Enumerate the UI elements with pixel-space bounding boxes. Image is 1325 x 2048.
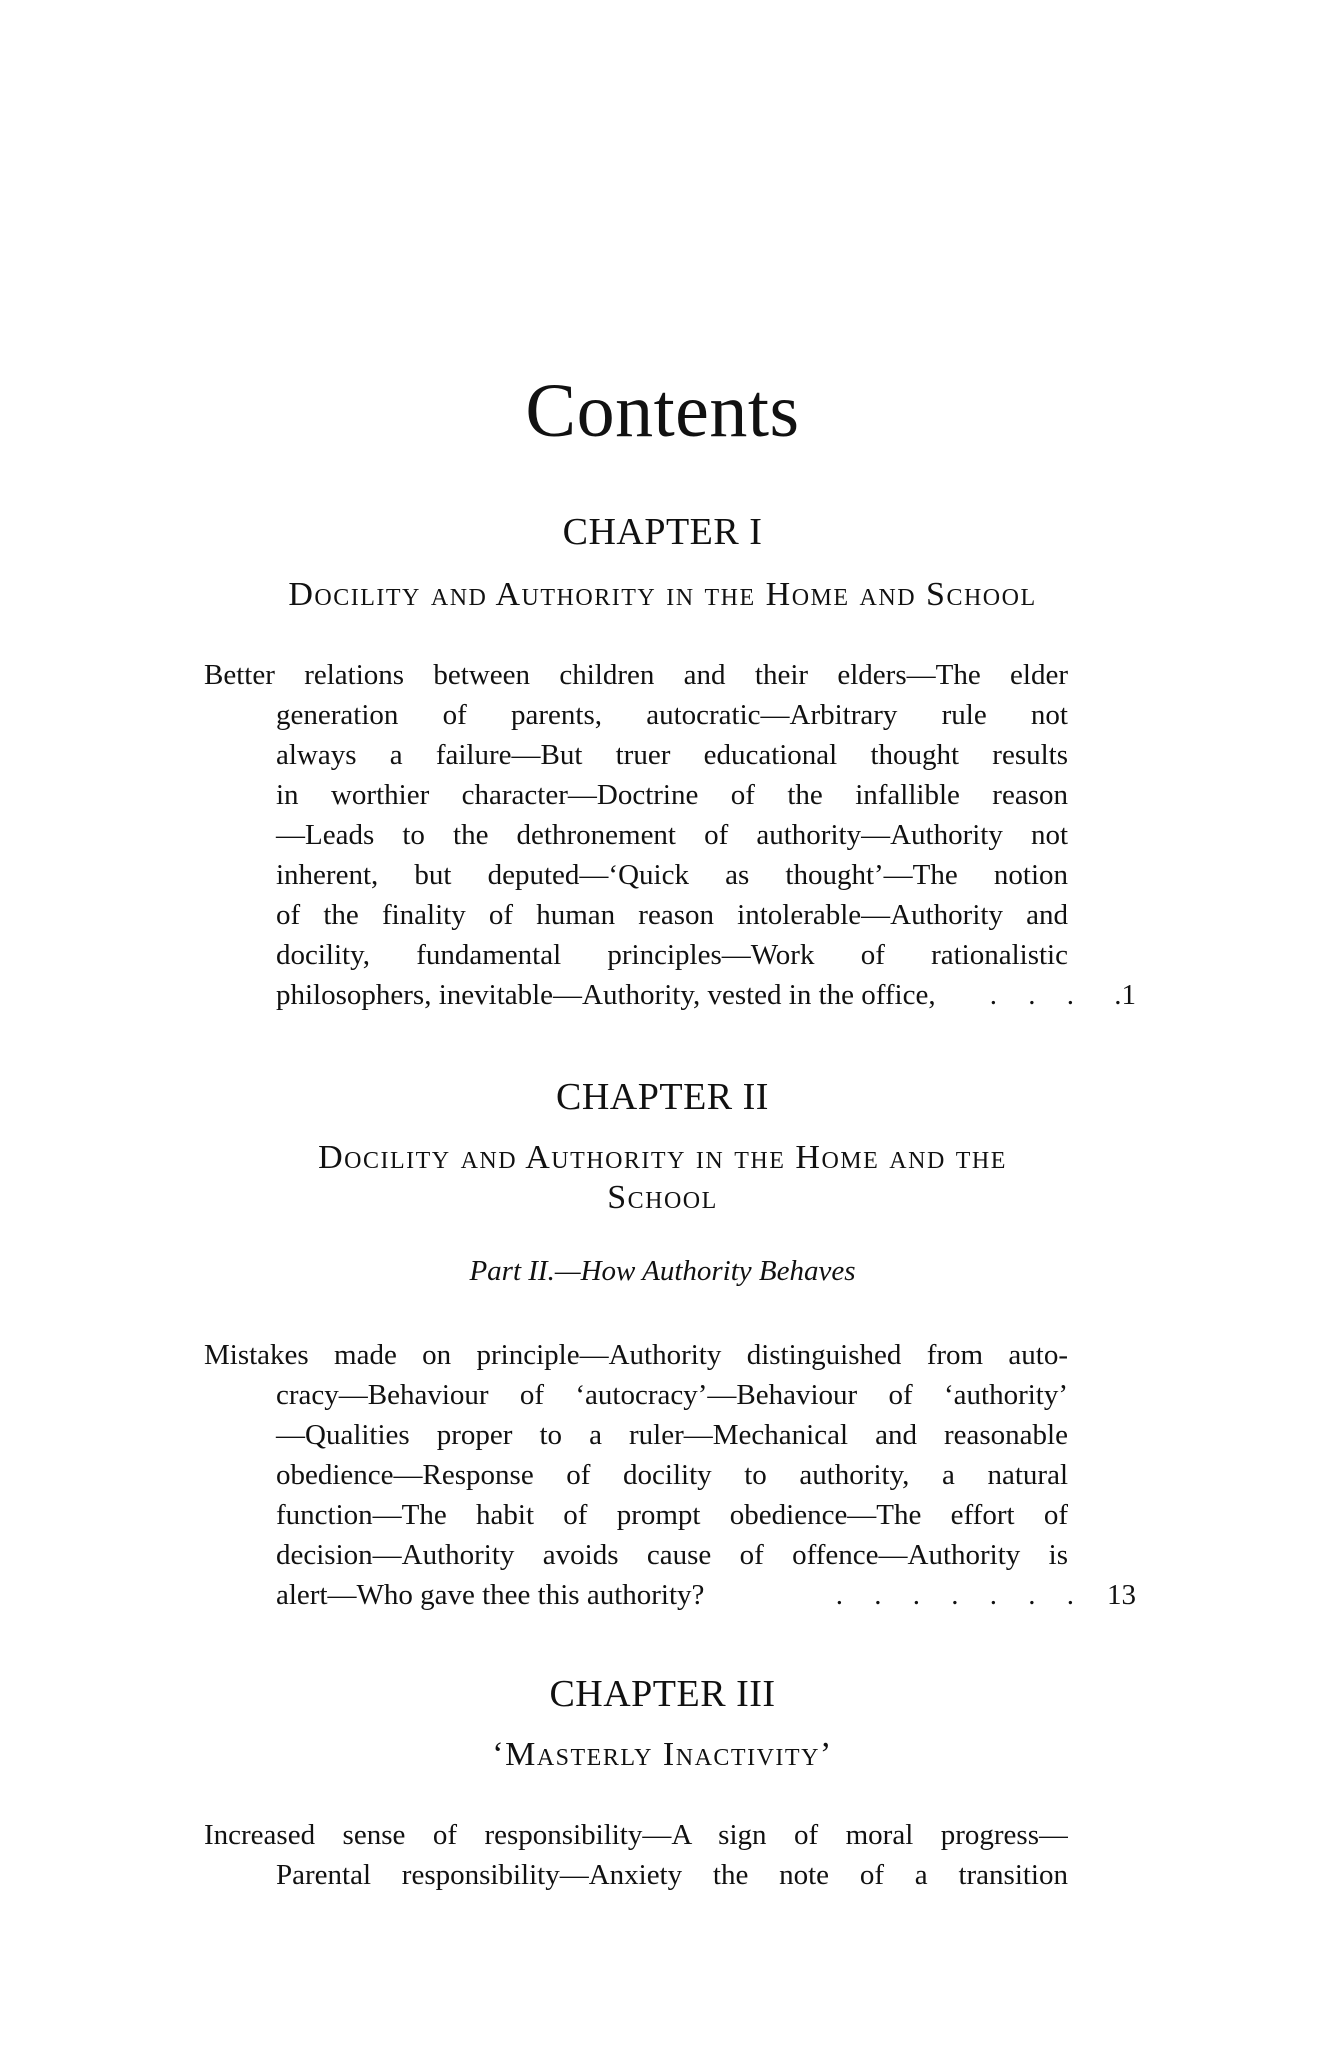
dot-leaders: . . . <box>989 979 1086 1011</box>
summary-line: Increased sense of responsibility—A sign of moral progress— <box>204 1819 1068 1851</box>
page-number: .1 <box>1114 979 1136 1011</box>
summary-line: cracy—Behaviour of ‘autocracy’—Behaviour of ‘authority’ <box>276 1379 1068 1411</box>
summary-line: inherent, but deputed—‘Quick as thought’—The notion <box>276 859 1068 891</box>
chapter-2-summary <box>204 1335 1068 1575</box>
summary-line: of the finality of human reason intolerable—Authority and <box>276 899 1068 931</box>
page-number: 13 <box>1107 1579 1136 1611</box>
summary-line: always a failure—But truer educational thought results <box>276 739 1068 771</box>
summary-line: in worthier character—Doctrine of the infallible reason <box>276 779 1068 811</box>
chapter-1-summary <box>204 655 1068 975</box>
summary-line: —Qualities proper to a ruler—Mechanical and reasonable <box>276 1419 1068 1451</box>
summary-line: docility, fundamental principles—Work of rationalistic <box>276 939 1068 971</box>
chapter-2-subtitle <box>150 1138 1175 1218</box>
chapter-1-entry-line <box>276 975 1136 1015</box>
chapter-2-subtitle-line-2: School <box>607 1179 718 1216</box>
chapter-3-summary <box>204 1815 1068 1895</box>
chapter-1-heading: CHAPTER I <box>562 511 763 553</box>
chapter-2-entry-line <box>276 1575 1136 1615</box>
chapter-3-subtitle: ‘Masterly Inactivity’ <box>492 1736 833 1773</box>
summary-line: Better relations between children and their elders—The elder <box>204 659 1068 691</box>
chapter-2-subtitle-line-1: Docility and Authority in the Home and the <box>318 1139 1007 1176</box>
summary-line: Parental responsibility—Anxiety the note of a transition <box>276 1859 1068 1891</box>
summary-last-line: philosophers, inevitable—Authority, vested in the office, <box>276 979 936 1011</box>
dot-leaders: . . . . . . . <box>835 1579 1086 1611</box>
summary-line: generation of parents, autocratic—Arbitrary rule not <box>276 699 1068 731</box>
summary-line: function—The habit of prompt obedience—The effort of <box>276 1499 1068 1531</box>
chapter-2-heading: CHAPTER II <box>556 1076 769 1118</box>
summary-line: obedience—Response of docility to authority, a natural <box>276 1459 1068 1491</box>
summary-line: decision—Authority avoids cause of offence—Authority is <box>276 1539 1068 1571</box>
chapter-3-heading: CHAPTER III <box>549 1673 776 1715</box>
summary-line: —Leads to the dethronement of authority—Authority not <box>276 819 1068 851</box>
chapter-2-part: Part II.—How Authority Behaves <box>469 1255 856 1287</box>
summary-last-line: alert—Who gave thee this authority? <box>276 1579 705 1611</box>
chapter-1-subtitle: Docility and Authority in the Home and School <box>288 576 1037 613</box>
summary-line: Mistakes made on principle—Authority distinguished from auto- <box>204 1339 1068 1371</box>
page-title: Contents <box>525 369 800 453</box>
